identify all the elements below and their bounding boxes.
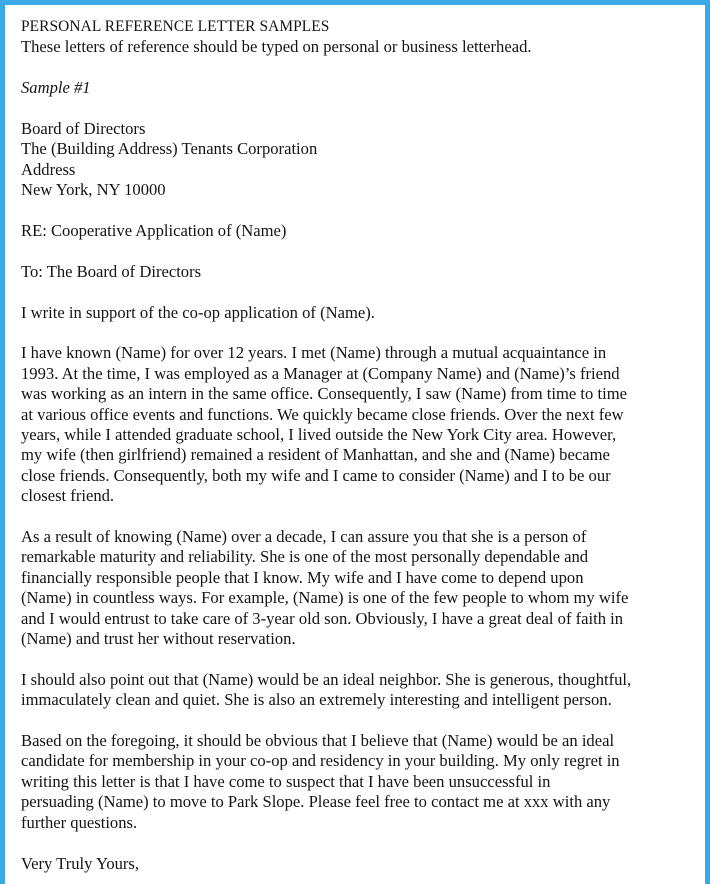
paragraph-line: writing this letter is that I have come to suspect that I have been unsuccessful in <box>21 771 551 791</box>
paragraph-line: Based on the foregoing, it should be obvious that I believe that (Name) would be an ideal <box>21 731 615 751</box>
paragraph-line: and I would entrust to take care of 3-year old son. Obviously, I have a great deal of faith in <box>21 608 624 628</box>
paragraph-2 <box>21 527 710 649</box>
paragraph-line: I have known (Name) for over 12 years. I met (Name) through a mutual acquaintance in <box>21 343 607 363</box>
paragraph-line: my wife (then girlfriend) remained a resident of Manhattan, and she and (Name) became <box>21 445 610 465</box>
paragraph-line: 1993. At the time, I was employed as a Manager at (Company Name) and (Name)’s friend <box>21 363 620 383</box>
page-title: PERSONAL REFERENCE LETTER SAMPLES <box>21 18 330 35</box>
paragraph-line: closest friend. <box>21 486 115 506</box>
paragraph-line: candidate for membership in your co-op and residency in your building. My only regret in <box>21 751 620 771</box>
spacer <box>21 241 710 261</box>
address-line: Board of Directors <box>21 119 146 138</box>
paragraph-line: at various office events and functions. We quickly became close friends. Over the next few <box>21 404 624 424</box>
address-line: New York, NY 10000 <box>21 180 166 200</box>
spacer <box>21 282 710 302</box>
paragraph-line: years, while I attended graduate school, I lived outside the New York City area. However, <box>21 425 617 445</box>
spacer <box>21 99 710 119</box>
spacer <box>21 201 710 221</box>
paragraph-line: I should also point out that (Name) would be an ideal neighbor. She is generous, thoughtful, <box>21 669 632 689</box>
to-line: To: The Board of Directors <box>21 261 202 281</box>
paragraph-line: immaculately clean and quiet. She is also an extremely interesting and intelligent person. <box>21 690 612 710</box>
paragraph-line: financially responsible people that I know. My wife and I have come to depend upon <box>21 567 584 587</box>
spacer <box>21 323 710 343</box>
paragraph-1 <box>21 343 710 506</box>
paragraph-4 <box>21 731 710 833</box>
intro-line: I write in support of the co-op application of (Name). <box>21 302 375 322</box>
address-block <box>21 119 710 201</box>
paragraph-line: As a result of knowing (Name) over a decade, I can assure you that she is a person of <box>21 527 587 547</box>
spacer <box>21 58 710 78</box>
spacer <box>21 711 710 731</box>
paragraph-line: close friends. Consequently, both my wife and I came to consider (Name) and I to be our <box>21 465 611 485</box>
address-line: Address <box>21 159 76 179</box>
page-subtitle: These letters of reference should be typed on personal or business letterhead. <box>21 37 532 57</box>
address-line: The (Building Address) Tenants Corporation <box>21 139 318 159</box>
letter-document <box>21 17 710 874</box>
closing-line: Very Truly Yours, <box>21 853 140 873</box>
spacer <box>21 833 710 853</box>
paragraph-line: further questions. <box>21 812 138 832</box>
spacer <box>21 507 710 527</box>
paragraph-line: (Name) and trust her without reservation. <box>21 629 296 649</box>
paragraph-line: (Name) in countless ways. For example, (Name) is one of the few people to whom my wife <box>21 588 629 608</box>
re-line: RE: Cooperative Application of (Name) <box>21 221 287 241</box>
paragraph-line: persuading (Name) to move to Park Slope. Please feel free to contact me at xxx with any <box>21 792 611 812</box>
paragraph-line: was working as an intern in the same office. Consequently, I saw (Name) from time to time <box>21 384 627 404</box>
sample-label: Sample #1 <box>21 78 91 98</box>
paragraph-line: remarkable maturity and reliability. She is one of the most personally dependable and <box>21 547 589 567</box>
spacer <box>21 649 710 669</box>
paragraph-3 <box>21 670 710 711</box>
